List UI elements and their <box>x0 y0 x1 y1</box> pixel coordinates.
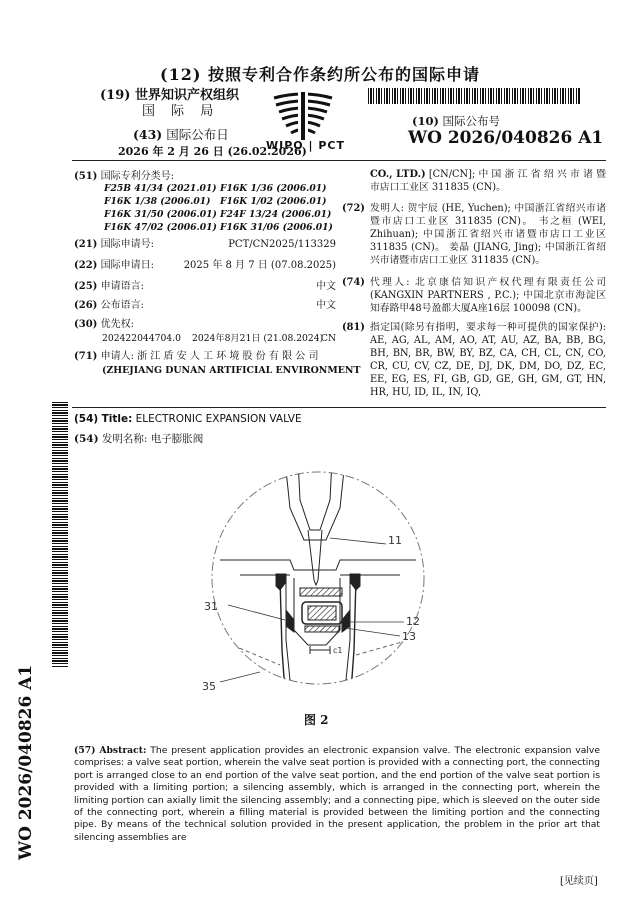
field-21-value: PCT/CN2025/113329 <box>228 239 336 250</box>
field-label: 申请语言: <box>100 281 144 292</box>
field-code: (54) <box>74 413 99 425</box>
org-code: (19) <box>100 88 131 103</box>
field-code: (54) <box>74 433 99 445</box>
ipc-row <box>104 182 217 196</box>
organization-block <box>100 88 239 120</box>
field-label: 优先权: <box>100 319 134 330</box>
ipc-row <box>220 208 331 222</box>
org-sub: 国 际 局 <box>142 104 220 119</box>
label-35: 35 <box>202 680 216 693</box>
ipc-class: F24F 13/24 (2006.01) <box>220 209 332 220</box>
field-code: (30) <box>74 319 98 330</box>
ipc-class: F16K 47/02 (2006.01) <box>104 222 217 233</box>
ipc-row <box>220 221 333 235</box>
ipc-row <box>104 208 217 222</box>
field-71 <box>74 350 336 364</box>
ipc-class: F16K 31/50 (2006.01) <box>104 209 217 220</box>
pub-date-label: 国际公布日 <box>166 127 229 142</box>
title-text: 电子膨胀阀 <box>150 433 204 445</box>
field-code: (71) <box>74 351 98 362</box>
applicant-continued <box>342 168 606 194</box>
figure-caption: 图 2 <box>304 713 329 727</box>
title-divider <box>72 407 606 408</box>
field-code: (22) <box>74 260 98 271</box>
applicant-en: (ZHEJIANG DUNAN ARTIFICIAL ENVIRONMENT <box>102 365 361 376</box>
field-25 <box>74 280 144 294</box>
field-code: (57) <box>74 745 96 756</box>
field-code: (26) <box>74 300 98 311</box>
publication-number: WO 2026/040826 A1 <box>408 128 604 148</box>
designated-states: 指定国(除另有指明，要求每一种可提供的国家保护): AE, AG, AL, AM, AO, AT, AU, AZ, BA, BB, BG, BH, BN, BR, BW, BY, BZ, CA, CH, CL, CN, CO, CR, CU, CV, CZ, DE, DJ, DK, DM, DO, DZ, EC, EE, EG, ES, FI, GB, GD, GE, GH, GM, GT, HN, HR, HU, ID, IL, IN, IQ, <box>370 322 606 398</box>
applicant-zh: 申请人: 浙 江 盾 安 人 工 环 境 股 份 有 限 公 司 <box>100 351 319 362</box>
field-label: 国际申请日: <box>100 260 154 271</box>
field-81 <box>342 321 606 399</box>
title-label: 发明名称: <box>101 433 148 445</box>
label-12: 12 <box>406 615 420 628</box>
label-11: 11 <box>388 534 402 547</box>
org-name: 世界知识产权组织 <box>134 88 239 103</box>
side-barcode <box>52 402 68 668</box>
title-label: Title: <box>101 413 133 425</box>
applicant-en-cont: CO., LTD.) <box>370 169 426 180</box>
field-label: 国际申请号: <box>100 239 154 250</box>
ipc-row <box>104 195 210 209</box>
inventors: 发明人: 贺宇辰 (HE, Yuchen); 中国浙江省绍兴市诸暨市店口工业区 311835 (CN)。 韦之桓 (WEI, Zhihuan); 中国浙江省绍兴市诸暨市店口工业区 311835 (CN)。 姜晶 (JIANG, Jing); 中国浙江省绍兴市诸暨市店口工业区 311835 (CN)。 <box>370 203 606 266</box>
priority-app-no: 202422044704.0 <box>102 333 181 344</box>
abstract-text: The present application provides an electronic expansion valve. The electronic expansion valve comprises: a valve seat portion, wherein the valve seat portion is provided with a connecting port, the connecting port is arranged close to an end portion of the valve seat portion, and the end portion of the valve seat portion is provided with a limiting portion; a silencing assembly, which is arranged in the connecting port, wherein the limiting portion can axially limit the silencing assembly; and a connecting pipe, which is sleeved on the outer side of the connecting port, wherein a filling material is provided between the limiting portion and the connecting pipe. By means of the technical solution provided in the present application, the problem in the prior art that silencing assemblies are <box>74 745 601 843</box>
priority-date: 2024年8月21日 (21.08.2024) <box>192 333 324 344</box>
title-chinese <box>74 431 203 446</box>
label-13: 13 <box>402 630 416 643</box>
ipc-class: F16K 1/38 (2006.01) <box>104 196 211 207</box>
field-26-value: 中文 <box>316 300 336 311</box>
pub-date: 2026 年 2 月 26 日 (26.02.2026) <box>118 145 307 158</box>
field-label: 公布语言: <box>100 300 144 311</box>
barcode <box>368 88 580 104</box>
pub-no-label: 国际公布号 <box>442 114 501 128</box>
field-74 <box>342 276 606 315</box>
priority-country: CN <box>320 333 336 344</box>
field-code: (25) <box>74 281 98 292</box>
ipc-row <box>220 182 326 196</box>
field-30 <box>74 318 134 332</box>
agent: 代理人: 北京康信知识产权代理有限责任公司 (KANGXIN PARTNERS , P.C.); 中国北京市海淀区知春路甲48号盈都大厦A座16层 100098 (CN)。 <box>370 277 606 314</box>
field-22 <box>74 259 154 273</box>
ipc-class: F16K 31/06 (2006.01) <box>220 222 333 233</box>
abstract-label: Abstract: <box>99 745 147 756</box>
pub-no-code: (10) <box>412 114 439 128</box>
continued-note: [见续页] <box>560 876 598 887</box>
field-25-value: 中文 <box>316 281 336 292</box>
valve-drawing <box>190 450 440 705</box>
field-label: 国际专利分类号: <box>100 171 174 182</box>
field-code: (72) <box>342 203 365 214</box>
side-publication-number: WO 2026/040826 A1 <box>16 664 36 860</box>
ipc-row <box>220 195 326 209</box>
field-22-value: 2025 年 8 月 7 日 (07.08.2025) <box>183 260 336 271</box>
document-title: (12) 按照专利合作条约所公布的国际申请 <box>160 65 480 84</box>
pub-date-code: (43) <box>133 127 163 142</box>
wipo-logo-icon <box>268 90 338 142</box>
label-31: 31 <box>204 600 218 613</box>
applicant-address: [CN/CN]; 中 国 浙 江 省 绍 兴 市 诸 暨 市店口工业区 311835 (CN)。 <box>370 169 607 193</box>
field-21 <box>74 238 154 252</box>
field-26 <box>74 299 144 313</box>
abstract <box>74 745 600 844</box>
field-72 <box>342 202 606 267</box>
field-code: (51) <box>74 171 98 182</box>
header-divider <box>72 160 606 161</box>
title-text: ELECTRONIC EXPANSION VALVE <box>135 413 302 425</box>
title-english <box>74 413 302 425</box>
pub-no-label-block <box>412 113 500 129</box>
field-code: (81) <box>342 322 365 333</box>
field-code: (74) <box>342 277 365 288</box>
field-code: (21) <box>74 239 98 250</box>
ipc-row <box>104 221 217 235</box>
ipc-class: F16K 1/02 (2006.01) <box>220 196 327 207</box>
wipo-pct-text: WIPO | PCT <box>266 139 345 152</box>
ipc-class: F25B 41/34 (2021.01) <box>104 183 217 194</box>
label-c1: c1 <box>333 646 343 655</box>
ipc-class: F16K 1/36 (2006.01) <box>220 183 327 194</box>
